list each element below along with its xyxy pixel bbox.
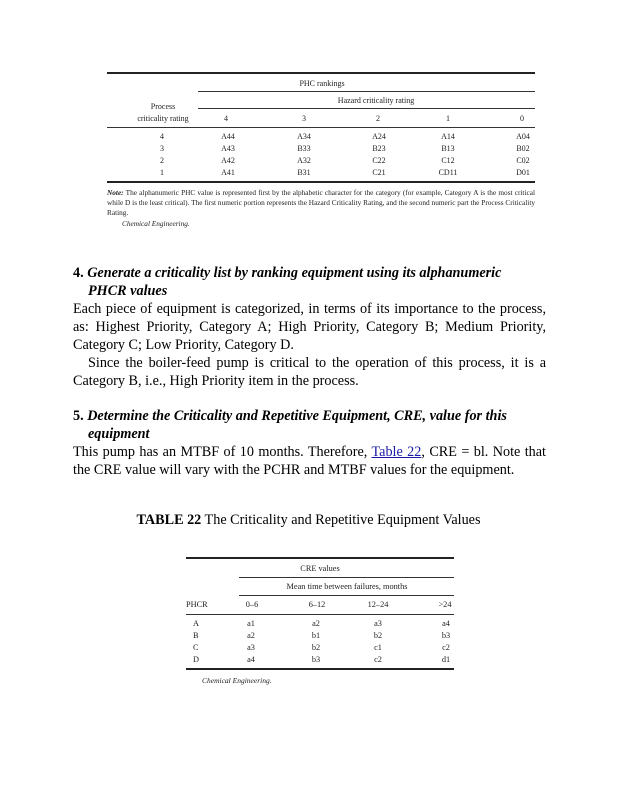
group-header: Hazard criticality rating	[337, 96, 415, 105]
title-rule	[198, 91, 535, 92]
caption-text: The Criticality and Repetitive Equipment Values	[201, 512, 481, 528]
column-header: 0–6	[245, 600, 259, 609]
table-source: Chemical Engineering.	[122, 218, 190, 228]
caption-label: TABLE 22	[136, 512, 202, 528]
table-title: CRE values	[300, 564, 340, 573]
table-cell: a1	[247, 619, 255, 628]
table-bottom-rule	[186, 668, 454, 670]
table-cell: c2	[374, 655, 382, 664]
table-cell: C21	[372, 168, 386, 177]
table-cell: C22	[372, 156, 386, 165]
step4-heading	[73, 264, 546, 300]
header-rule	[186, 614, 454, 615]
step-title: Determine the Criticality and Repetitive Equipment, CRE, value for this	[87, 408, 507, 424]
step-title-cont: equipment	[88, 426, 150, 442]
table-cell: D01	[516, 168, 530, 177]
table-cell: c2	[442, 643, 450, 652]
row-label: B	[193, 631, 199, 640]
row-label: 1	[160, 168, 164, 177]
row-label: 4	[160, 132, 164, 141]
column-header: 4	[224, 114, 228, 123]
column-header: 0	[520, 114, 524, 123]
table-cell: B33	[297, 144, 311, 153]
step5-paragraph	[73, 443, 546, 479]
paragraph-text: , CRE = bl. Note that the CRE value will vary with the PCHR and MTBF values for the equipment.	[73, 444, 547, 478]
table-cell: B02	[516, 144, 530, 153]
group-rule	[198, 108, 535, 109]
table-cell: B31	[297, 168, 311, 177]
table-cell: A43	[221, 144, 235, 153]
row-header-line1: Process	[150, 102, 176, 111]
column-header: >24	[438, 600, 452, 609]
row-label: D	[193, 655, 199, 664]
column-header: 3	[302, 114, 306, 123]
table-cell: A14	[441, 132, 455, 141]
table-cell: B13	[441, 144, 455, 153]
row-label: A	[193, 619, 199, 628]
note-label: Note:	[107, 188, 124, 197]
group-header: Mean time between failures, months	[286, 582, 408, 591]
table-cell: A34	[297, 132, 311, 141]
table-title: PHC rankings	[299, 79, 345, 88]
header-rule	[107, 127, 535, 128]
paragraph-text: This pump has an MTBF of 10 months. Therefore,	[73, 444, 372, 460]
row-header-line2: criticality rating	[137, 114, 189, 123]
table-cell: A44	[221, 132, 235, 141]
table-cell: a4	[442, 619, 450, 628]
step-title: Generate a criticality list by ranking equipment using its alphanumeric	[87, 265, 502, 281]
step-number: 4.	[73, 265, 84, 281]
table-cell: A42	[221, 156, 235, 165]
table-cell: d1	[441, 655, 451, 664]
table-source: Chemical Engineering.	[202, 676, 272, 685]
step5-heading	[73, 407, 546, 443]
column-header: 6–12	[308, 600, 326, 609]
row-label: 3	[160, 144, 164, 153]
step4-paragraph: Each piece of equipment is categorized, in terms of its importance to the process, as: Highest Priority, Category A; High Priority, Category B; Medium Priority, Category C; Low Priority, Category D.	[73, 301, 546, 353]
row-label: 2	[160, 156, 164, 165]
row-label: C	[193, 643, 199, 652]
table-cell: C12	[441, 156, 455, 165]
table-top-rule	[186, 557, 454, 559]
table-cell: b1	[311, 631, 321, 640]
table-cell: A24	[372, 132, 386, 141]
step-title-cont: PHCR values	[88, 283, 168, 299]
table-cell: a3	[247, 643, 255, 652]
note-text: The alphanumeric PHC value is represented first by the alphabetic character for the category (for example, Category A is the most critical while D is the least critical). The first numeric portion represents the Hazard Criticality Rating, and the second numeric part the Process Criticality Rating.	[107, 188, 535, 218]
table-cell: C02	[516, 156, 530, 165]
column-header: 2	[376, 114, 380, 123]
table-cell: a3	[374, 619, 382, 628]
row-header: PHCR	[186, 600, 208, 609]
table-bottom-rule	[107, 181, 535, 183]
column-header: 1	[446, 114, 450, 123]
table-cell: b3	[311, 655, 321, 664]
table-cell: c1	[374, 643, 382, 652]
table-cell: b2	[373, 631, 383, 640]
group-rule	[239, 595, 454, 596]
title-rule	[239, 577, 454, 578]
table-cell: a4	[247, 655, 255, 664]
table-cell: A04	[516, 132, 530, 141]
table-cell: A41	[221, 168, 235, 177]
column-header: 12–24	[367, 600, 389, 609]
step4-paragraph-2: Since the boiler-feed pump is critical to the operation of this process, it is a Category B, i.e., High Priority item in the process.	[73, 355, 546, 389]
table-cell: a2	[312, 619, 320, 628]
table-caption	[0, 512, 617, 529]
table-cell: a2	[247, 631, 255, 640]
table-note	[107, 188, 535, 229]
table-cell: b2	[311, 643, 321, 652]
table-cell: CD11	[438, 168, 458, 177]
table-top-rule	[107, 72, 535, 74]
step-number: 5.	[73, 408, 84, 424]
table-22-link[interactable]: Table 22	[371, 444, 422, 460]
table-cell: A32	[297, 156, 311, 165]
table-cell: b3	[441, 631, 451, 640]
table-cell: B23	[372, 144, 386, 153]
